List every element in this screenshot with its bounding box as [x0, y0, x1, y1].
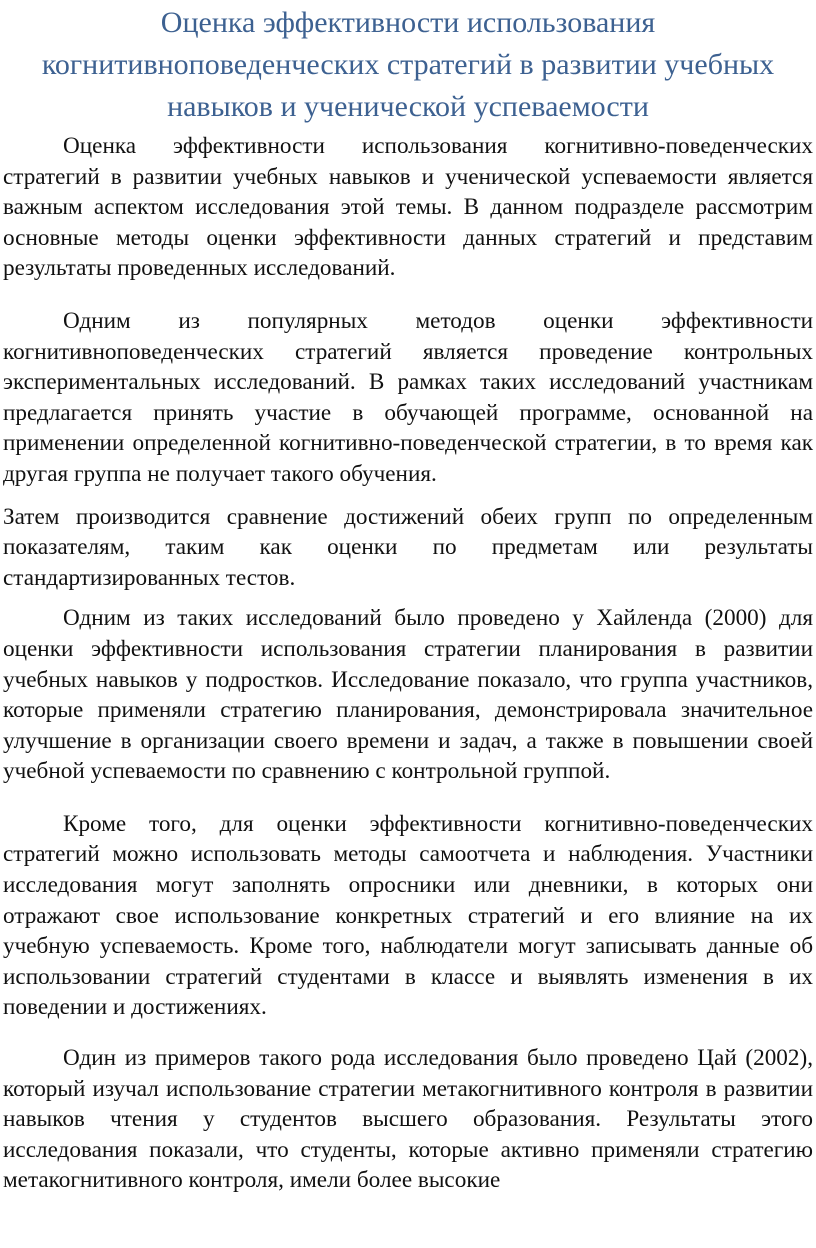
- title-line-3: навыков и ученической успеваемости: [167, 90, 649, 123]
- paragraph-self-report-methods: Кроме того, для оценки эффективности когнитивно-поведенческих стратегий можно использовать методы самоотчета и наблюдения. Участники исследования могут заполнять опросники или дневники, в которых они отражают свое использование конкретных стратегий и его влияние на их учебную успеваемость. Кроме того, наблюдатели могут записывать данные об использовании стратегий студентами в классе и выявлять изменения в их поведении и достижениях.: [3, 810, 813, 1021]
- paragraph-group-comparison: Затем производится сравнение достижений обеих групп по определенным показателям, таким как оценки по предметам или результаты стандартизированных тестов.: [3, 503, 813, 591]
- paragraph-hyland-study: Одним из таких исследований было проведено у Хайленда (2000) для оценки эффективности использования стратегии планирования в развитии учебных навыков у подростков. Исследование показало, что группа участников, которые применяли стратегию планирования, демонстрировала значительное улучшение в организации своего времени и задач, а также в повышении своей учебной успеваемости по сравнению с контрольной группой.: [3, 605, 813, 785]
- paragraph-tsai-study: Один из примеров такого рода исследования было проведено Цай (2002), который изучал использование стратегии метакогнитивного контроля в развитии навыков чтения у студентов высшего образования. Результаты этого исследования показали, что студенты, которые активно применяли стратегию метакогнитивного контроля, имели более высокие: [3, 1045, 813, 1194]
- paragraph-controlled-studies: Одним из популярных методов оценки эффективности когнитивноповеденческих стратегий является проведение контрольных экспериментальных исследований. В рамках таких исследований участникам предлагается принять участие в обучающей программе, основанной на применении определенной когнитивно-поведенческой стратегии, в то время как другая группа не получает такого обучения.: [3, 307, 813, 487]
- document-title: [3, 0, 813, 128]
- title-line-2: когнитивноповеденческих стратегий в развитии учебных: [41, 48, 775, 81]
- paragraph-intro: Оценка эффективности использования когнитивно-поведенческих стратегий в развитии учебных навыков и ученической успеваемости является важным аспектом исследования этой темы. В данном подразделе рассмотрим основные методы оценки эффективности данных стратегий и представим результаты проведенных исследований.: [3, 133, 813, 282]
- title-line-1: Оценка эффективности использования: [160, 6, 656, 39]
